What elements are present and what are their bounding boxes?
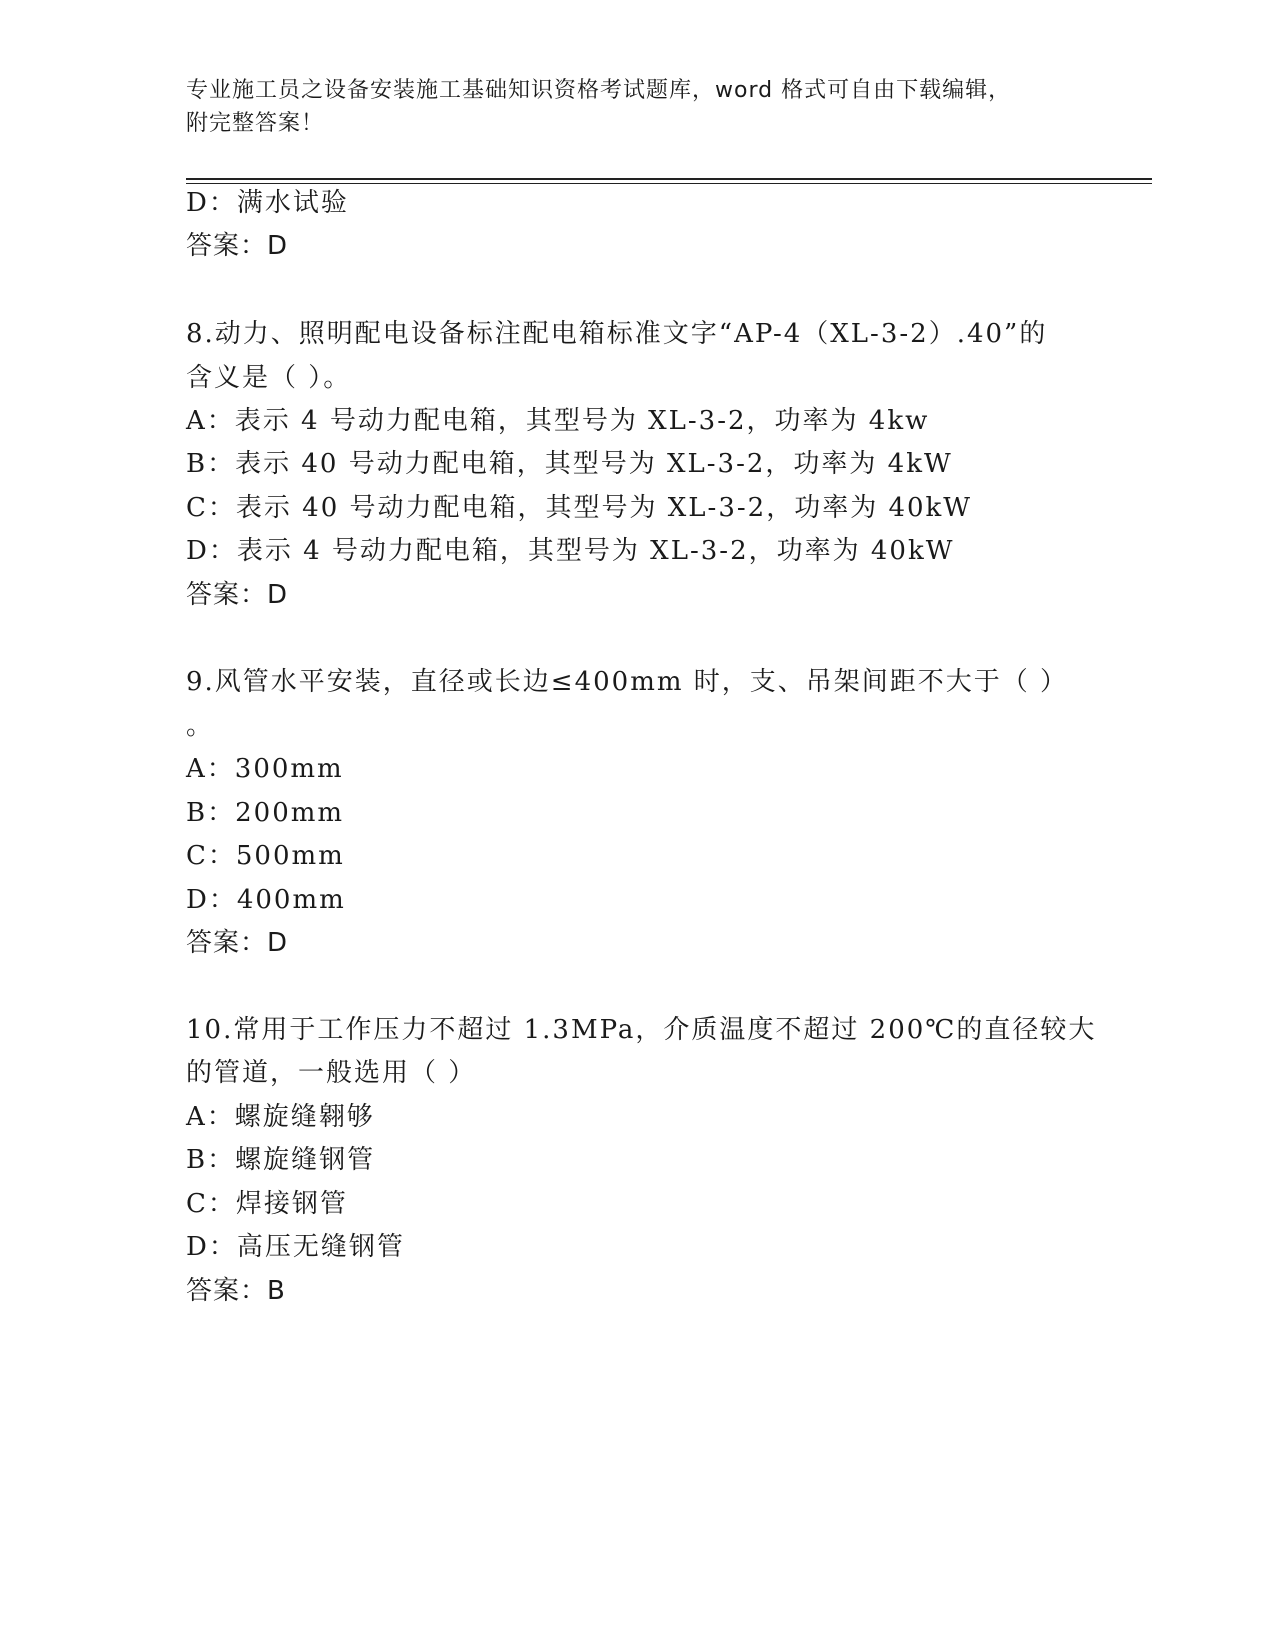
q9-option-a: A：300mm — [186, 754, 344, 784]
q10-stem-line-1: 10.常用于工作压力不超过 1.3MPa，介质温度不超过 200℃的直径较大 — [186, 1015, 1097, 1045]
document-header — [186, 74, 1086, 140]
header-divider-thick — [186, 178, 1152, 180]
header-line-2: 附完整答案！ — [186, 111, 325, 136]
q10-answer: 答案：B — [186, 1276, 286, 1306]
q8-stem-line-2: 含义是（ ）。 — [186, 363, 352, 393]
q9-option-d: D：400mm — [186, 885, 346, 915]
q7-option-d: D：满水试验 — [186, 188, 349, 218]
q9-answer: 答案：D — [186, 928, 289, 958]
q10-option-d: D：高压无缝钢管 — [186, 1232, 405, 1262]
q8-option-d: D：表示 4 号动力配电箱，其型号为 XL-3-2，功率为 40kW — [186, 536, 955, 566]
q7-answer: 答案：D — [186, 231, 289, 261]
q8-stem-line-1: 8.动力、照明配电设备标注配电箱标准文字“AP-4（XL-3-2）.40”的 — [186, 319, 1048, 349]
header-divider-thin — [186, 183, 1152, 184]
q10-option-c: C：焊接钢管 — [186, 1189, 348, 1219]
q8-answer: 答案：D — [186, 580, 289, 610]
q10-stem-line-2: 的管道，一般选用（ ） — [186, 1058, 477, 1088]
q10-option-a: A：螺旋缝翱够 — [186, 1102, 375, 1132]
q9-option-b: B：200mm — [186, 798, 345, 828]
q9-stem-line-2: 。 — [186, 711, 215, 741]
q8-option-c: C：表示 40 号动力配电箱，其型号为 XL-3-2，功率为 40kW — [186, 493, 973, 523]
q9-option-c: C：500mm — [186, 841, 345, 871]
q9-stem-line-1: 9.风管水平安装，直径或长边≤400mm 时，支、吊架间距不大于（ ） — [186, 667, 1069, 697]
q8-option-a: A：表示 4 号动力配电箱，其型号为 XL-3-2，功率为 4kw — [186, 406, 930, 436]
q10-option-b: B：螺旋缝钢管 — [186, 1145, 376, 1175]
q8-option-b: B：表示 40 号动力配电箱，其型号为 XL-3-2，功率为 4kW — [186, 449, 953, 479]
header-line-1: 专业施工员之设备安装施工基础知识资格考试题库，word 格式可自由下载编辑， — [186, 78, 1012, 103]
